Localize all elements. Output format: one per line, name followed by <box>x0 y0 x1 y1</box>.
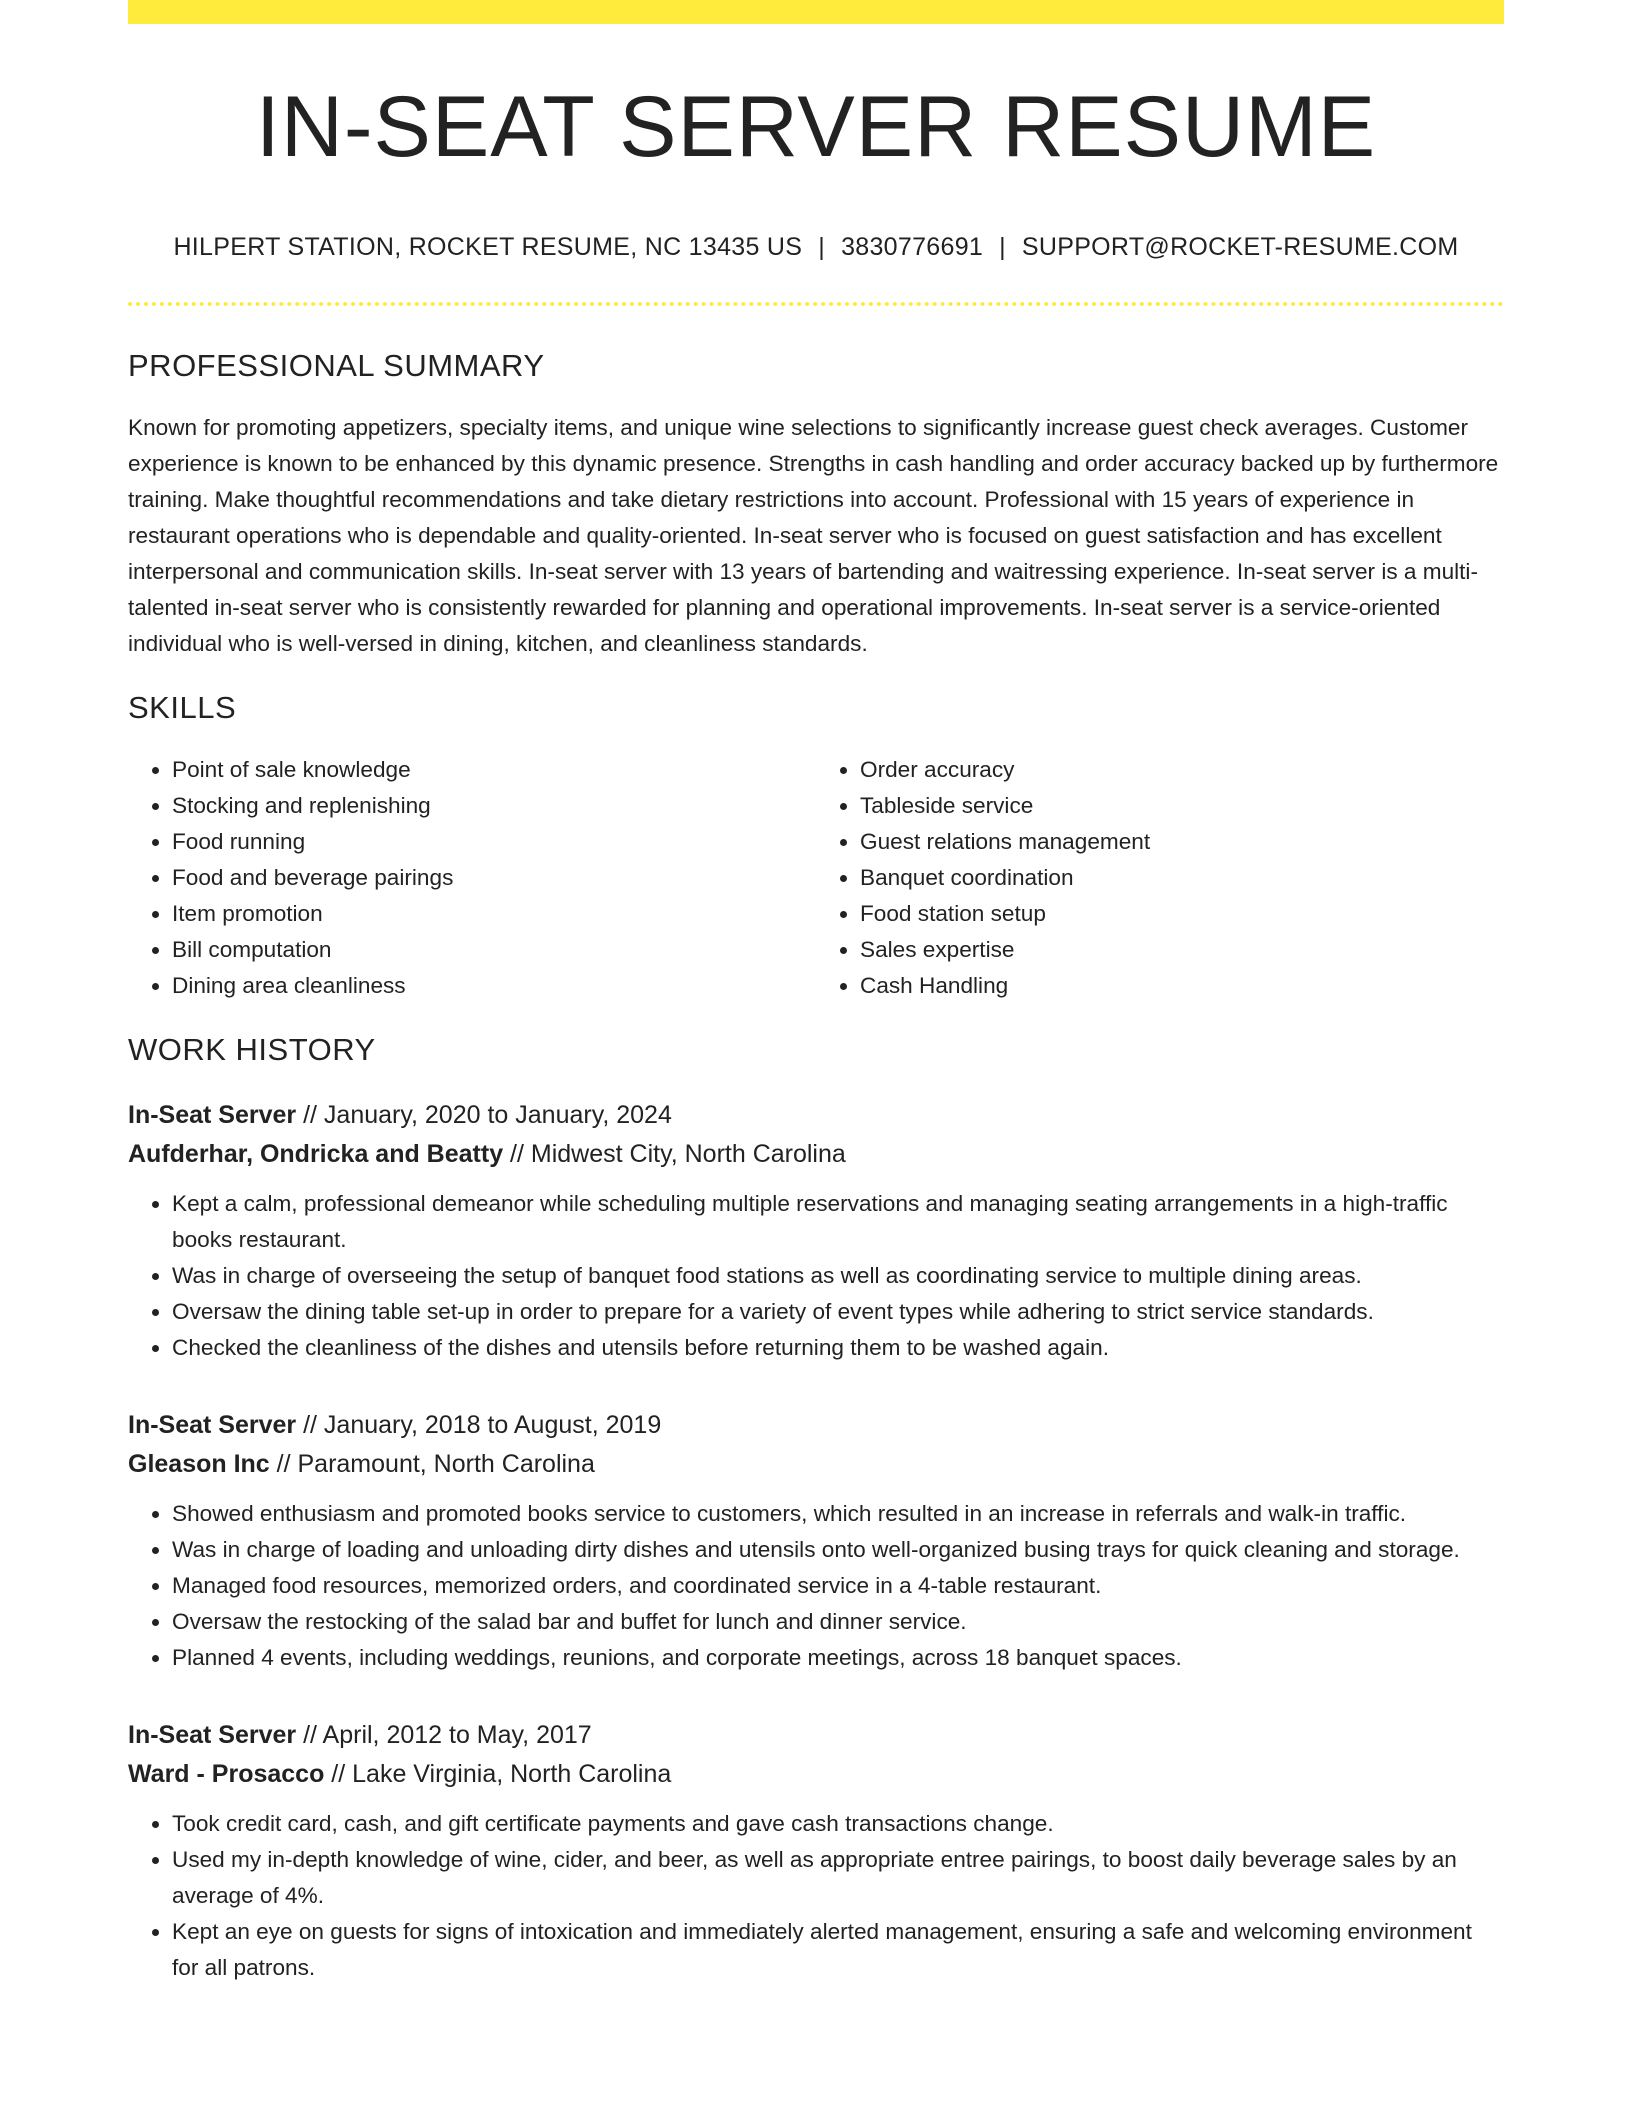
job-entry <box>128 1406 1504 1676</box>
job-title-line <box>128 1716 1504 1755</box>
skill-item: • Stocking and replenishing <box>172 788 816 824</box>
job-dates: // January, 2018 to August, 2019 <box>296 1410 662 1439</box>
contact-phone: 3830776691 <box>841 232 984 261</box>
job-entry <box>128 1096 1504 1366</box>
job-entry <box>128 1716 1504 1986</box>
skills-heading: SKILLS <box>128 689 237 725</box>
job-title-line <box>128 1096 1504 1135</box>
job-dates: // April, 2012 to May, 2017 <box>296 1720 592 1749</box>
contact-line <box>128 233 1504 262</box>
resume-title: IN-SEAT SERVER RESUME <box>255 79 1377 175</box>
job-bullet: • Oversaw the dining table set-up in order to prepare for a variety of event types while adhering to strict service standards. <box>172 1294 1504 1330</box>
summary-text: Known for promoting appetizers, specialty items, and unique wine selections to significantly increase guest check averages. Customer experience is known to be enhanced by this dynamic presence. Strengths in cash handling and order accuracy backed up by furthermore training. Make thoughtful recommendations and take dietary restrictions into account. Professional with 15 years of experience in restaurant operations who is dependable and quality-oriented. In-seat server who is focused on guest satisfaction and has excellent interpersonal and communication skills. In-seat server with 13 years of bartending and waitressing experience. In-seat server is a multi-talented in-seat server who is consistently rewarded for planning and operational improvements. In-seat server is a service-oriented individual who is well-versed in dining, kitchen, and cleanliness standards. <box>128 414 1499 656</box>
contact-separator: | <box>999 232 1006 261</box>
skills-columns <box>128 752 1504 1004</box>
job-bullet: • Oversaw the restocking of the salad bar and buffet for lunch and dinner service. <box>172 1604 1504 1640</box>
job-location: // Paramount, North Carolina <box>269 1449 595 1478</box>
work-history-list <box>128 1096 1504 1986</box>
job-bullet: • Was in charge of loading and unloading dirty dishes and utensils onto well-organized busing trays for quick cleaning and storage. <box>172 1532 1504 1568</box>
job-bullet: • Planned 4 events, including weddings, reunions, and corporate meetings, across 18 banquet spaces. <box>172 1640 1504 1676</box>
job-bullet: • Checked the cleanliness of the dishes and utensils before returning them to be washed again. <box>172 1330 1504 1366</box>
contact-separator: | <box>818 232 826 261</box>
job-bullet: • Showed enthusiasm and promoted books service to customers, which resulted in an increase in referrals and walk-in traffic. <box>172 1496 1504 1532</box>
skill-item: • Guest relations management <box>860 824 1504 860</box>
job-title: In-Seat Server <box>128 1720 297 1749</box>
skill-item: • Banquet coordination <box>860 860 1504 896</box>
skill-item: • Dining area cleanliness <box>172 968 816 1004</box>
dotted-divider <box>128 302 1504 306</box>
job-company: Gleason Inc <box>128 1449 270 1478</box>
skills-list-left <box>128 752 816 1004</box>
job-bullet: • Used my in-depth knowledge of wine, cider, and beer, as well as appropriate entree pairings, to boost daily beverage sales by an average of 4%. <box>172 1842 1504 1914</box>
job-dates: // January, 2020 to January, 2024 <box>296 1100 672 1129</box>
resume-page <box>128 0 1504 1986</box>
contact-address: HILPERT STATION, ROCKET RESUME, NC 13435 US <box>173 232 803 261</box>
job-company-line <box>128 1135 1504 1174</box>
work-history-heading: WORK HISTORY <box>128 1031 376 1067</box>
job-bullet: • Took credit card, cash, and gift certificate payments and gave cash transactions change. <box>172 1806 1504 1842</box>
job-title: In-Seat Server <box>128 1410 297 1439</box>
skill-item: • Food running <box>172 824 816 860</box>
job-company-line <box>128 1445 1504 1484</box>
job-location: // Midwest City, North Carolina <box>503 1139 846 1168</box>
job-location: // Lake Virginia, North Carolina <box>324 1759 672 1788</box>
skill-item: • Food station setup <box>860 896 1504 932</box>
skill-item: • Point of sale knowledge <box>172 752 816 788</box>
job-bullets <box>128 1806 1504 1986</box>
job-bullets <box>128 1496 1504 1676</box>
job-title-line <box>128 1406 1504 1445</box>
job-company: Aufderhar, Ondricka and Beatty <box>128 1139 504 1168</box>
contact-email: SUPPORT@ROCKET-RESUME.COM <box>1021 232 1459 261</box>
job-company: Ward - Prosacco <box>128 1759 325 1788</box>
job-title: In-Seat Server <box>128 1100 297 1129</box>
job-bullet: • Kept a calm, professional demeanor while scheduling multiple reservations and managing seating arrangements in a high-traffic books restaurant. <box>172 1186 1504 1258</box>
accent-top-bar <box>128 0 1504 24</box>
job-company-line <box>128 1755 1504 1794</box>
job-bullet: • Managed food resources, memorized orders, and coordinated service in a 4-table restaurant. <box>172 1568 1504 1604</box>
skill-item: • Tableside service <box>860 788 1504 824</box>
skill-item: • Bill computation <box>172 932 816 968</box>
job-bullets <box>128 1186 1504 1366</box>
skill-item: • Item promotion <box>172 896 816 932</box>
skills-list-right <box>816 752 1504 1004</box>
skill-item: • Cash Handling <box>860 968 1504 1004</box>
skill-item: • Order accuracy <box>860 752 1504 788</box>
job-bullet: • Kept an eye on guests for signs of intoxication and immediately alerted management, ensuring a safe and welcoming environment for all patrons. <box>172 1914 1504 1986</box>
summary-heading: PROFESSIONAL SUMMARY <box>128 347 545 383</box>
job-bullet: • Was in charge of overseeing the setup of banquet food stations as well as coordinating service to multiple dining areas. <box>172 1258 1504 1294</box>
skill-item: • Sales expertise <box>860 932 1504 968</box>
skill-item: • Food and beverage pairings <box>172 860 816 896</box>
